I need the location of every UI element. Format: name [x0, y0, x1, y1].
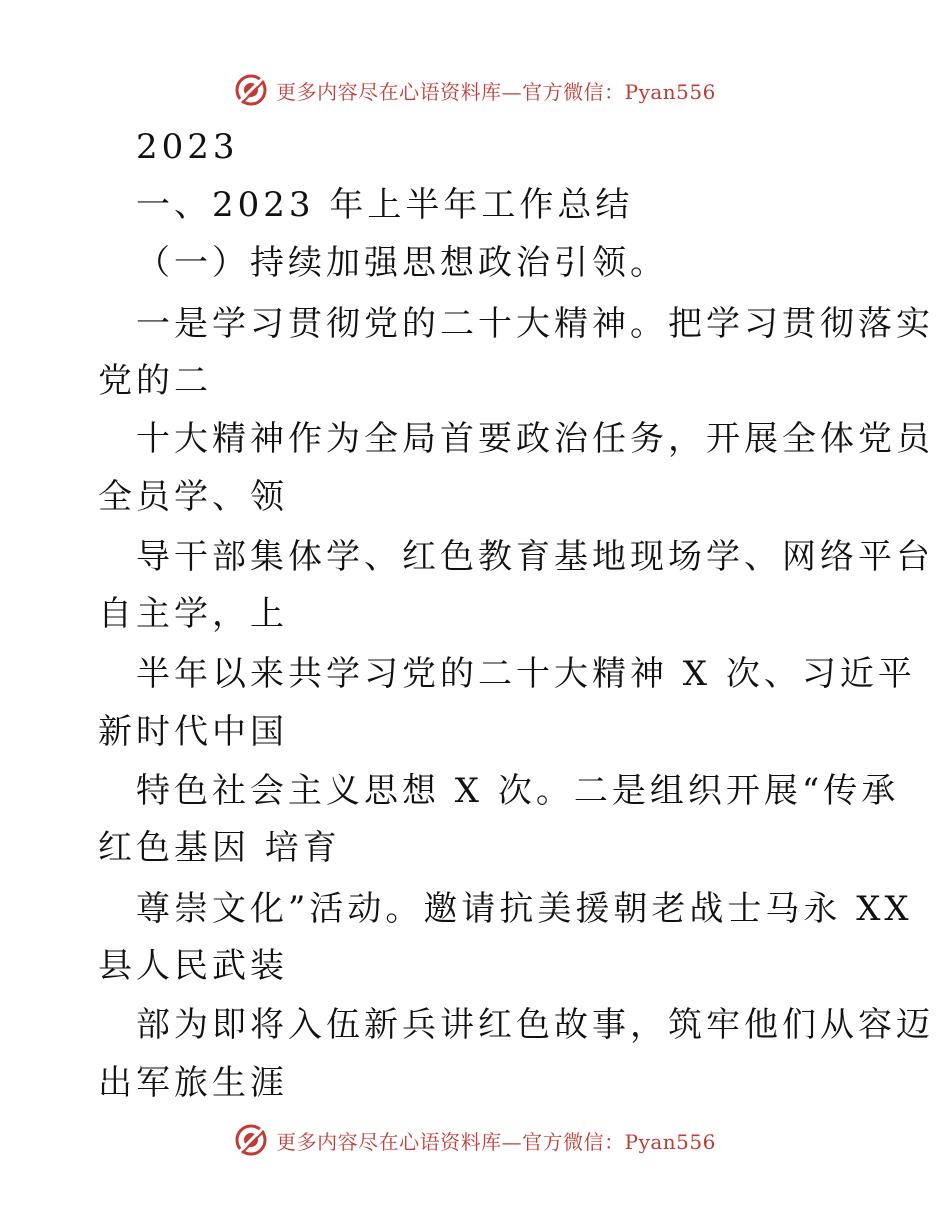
header-banner	[0, 70, 950, 110]
doc-line: 县人民武装	[98, 946, 288, 986]
doc-line: 部为即将入伍新兵讲红色故事，筑牢他们从容迈	[136, 1005, 934, 1045]
seal-logo-icon	[234, 1123, 268, 1157]
doc-line: 红色基因 培育	[98, 828, 341, 868]
doc-line: 2023	[136, 127, 239, 167]
doc-line: 全员学、领	[98, 477, 288, 517]
doc-line: 特色社会主义思想 X 次。二是组织开展“传承	[136, 771, 900, 811]
doc-line: 十大精神作为全局首要政治任务，开展全体党员	[136, 419, 934, 459]
seal-logo-icon	[234, 73, 268, 107]
subsection-heading: （一）持续加强思想政治引领。	[136, 243, 668, 283]
doc-line: 党的二	[98, 361, 212, 401]
doc-line: 一是学习贯彻党的二十大精神。把学习贯彻落实	[136, 304, 934, 344]
doc-line: 新时代中国	[98, 712, 288, 752]
footer-banner	[0, 1120, 950, 1160]
doc-line: 出军旅生涯	[98, 1063, 288, 1103]
doc-line: 尊崇文化”活动。邀请抗美援朝老战士马永 XX	[136, 889, 913, 929]
footer-banner-text: 更多内容尽在心语资料库—官方微信：Pyan556	[276, 1129, 716, 1154]
doc-line: 自主学，上	[98, 594, 288, 634]
header-banner-text: 更多内容尽在心语资料库—官方微信：Pyan556	[276, 79, 716, 104]
doc-line: 导干部集体学、红色教育基地现场学、网络平台	[136, 537, 934, 577]
section-heading: 一、2023 年上半年工作总结	[136, 185, 634, 225]
doc-line: 半年以来共学习党的二十大精神 X 次、习近平	[136, 654, 916, 694]
